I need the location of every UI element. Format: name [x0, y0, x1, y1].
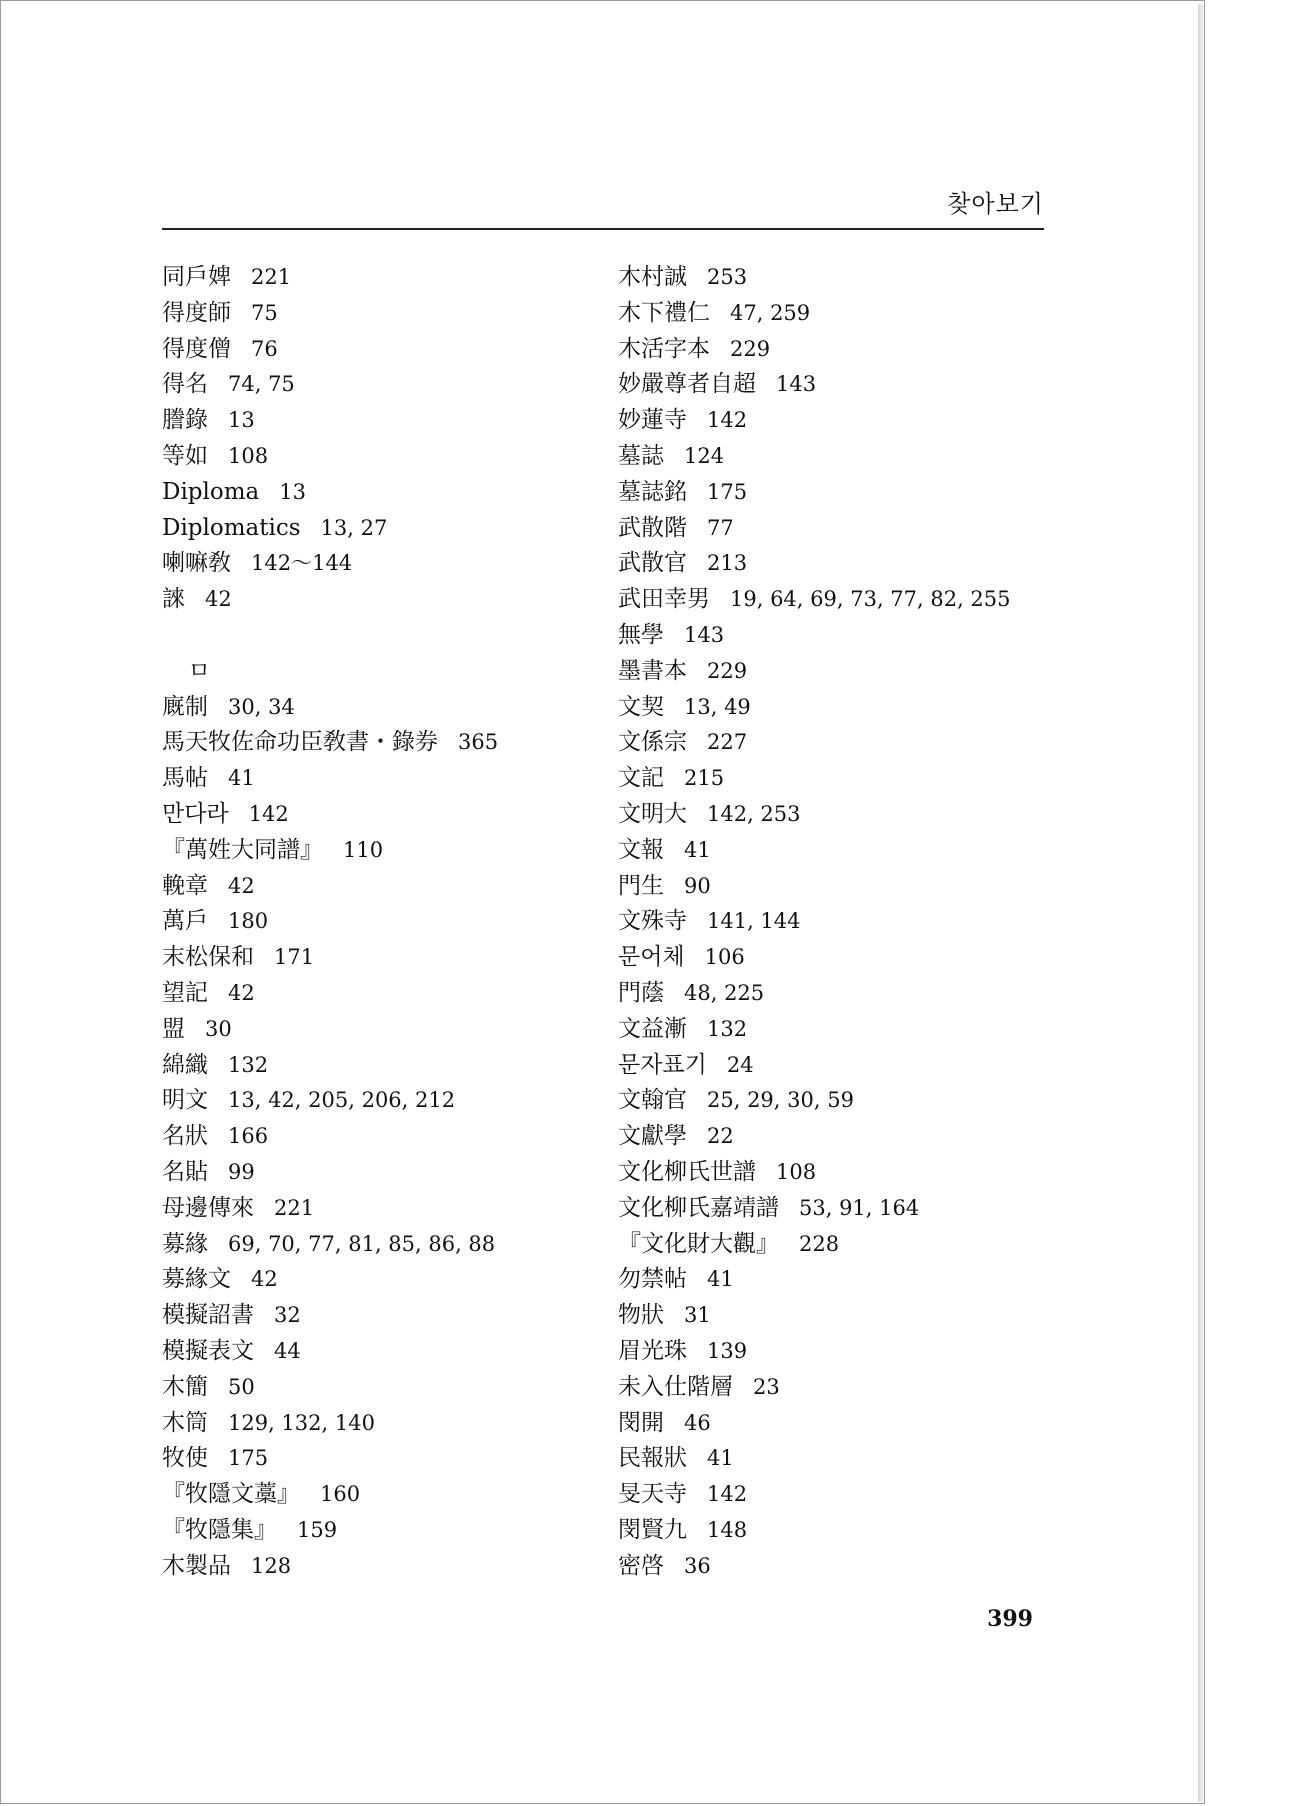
- index-term: 眉光珠: [618, 1337, 687, 1364]
- index-term: 만다라: [162, 800, 229, 827]
- index-term: 無學: [618, 621, 664, 648]
- index-page-refs: 110: [343, 837, 384, 862]
- index-entry: [162, 1370, 498, 1406]
- index-page-refs: 30, 34: [228, 694, 295, 719]
- index-term: 墓誌: [618, 442, 664, 469]
- index-term: 武田幸男: [618, 586, 710, 613]
- index-term: 盟: [162, 1015, 185, 1042]
- index-entry: [162, 1334, 498, 1370]
- index-page-refs: 69, 70, 77, 81, 85, 86, 88: [228, 1231, 496, 1256]
- index-page-refs: 143: [776, 372, 817, 397]
- index-entry: [162, 761, 498, 797]
- index-entry: [618, 1441, 1011, 1477]
- index-term: 馬天牧佐命功臣敎書・錄券: [162, 729, 438, 756]
- index-page-refs: 32: [274, 1303, 301, 1328]
- index-page-refs: 171: [274, 945, 315, 970]
- index-entry: [162, 690, 498, 726]
- index-entry: [162, 725, 498, 761]
- index-page-refs: 128: [251, 1553, 292, 1578]
- index-page-refs: 41: [228, 766, 255, 791]
- index-page-refs: 90: [684, 873, 711, 898]
- index-page-refs: 132: [228, 1052, 269, 1077]
- index-page-refs: 159: [297, 1517, 338, 1542]
- index-entry: [618, 976, 1011, 1012]
- index-term: 武散官: [618, 550, 687, 577]
- index-page-refs: 41: [684, 837, 711, 862]
- index-page-refs: 25, 29, 30, 59: [707, 1088, 854, 1113]
- index-page-refs: 124: [684, 443, 725, 468]
- index-entry: [162, 1298, 498, 1334]
- index-page-refs: 129, 132, 140: [228, 1410, 375, 1435]
- index-page-refs: 229: [730, 336, 771, 361]
- index-entry: [162, 1083, 498, 1119]
- index-entry: [618, 1262, 1011, 1298]
- index-term: 文化柳氏世譜: [618, 1158, 756, 1185]
- index-entry: [162, 582, 498, 618]
- index-page-refs: 142, 253: [707, 801, 801, 826]
- index-entry: [162, 439, 498, 475]
- index-entry: [618, 690, 1011, 726]
- index-term: 墓誌銘: [618, 478, 687, 505]
- index-entry: [618, 1477, 1011, 1513]
- index-entry: [162, 940, 498, 976]
- index-term: 募緣: [162, 1230, 208, 1257]
- running-head: 찾아보기: [947, 190, 1044, 218]
- index-column-left: [162, 260, 498, 1584]
- index-entry: [618, 1119, 1011, 1155]
- index-term: 文益漸: [618, 1015, 687, 1042]
- section-heading: ㅁ: [188, 657, 211, 684]
- index-entry: [162, 1048, 498, 1084]
- index-entry: [162, 904, 498, 940]
- index-term: 木筒: [162, 1409, 208, 1436]
- index-page-refs: 365: [458, 730, 499, 755]
- index-page-refs: 30: [205, 1016, 232, 1041]
- index-term: 妙蓮寺: [618, 407, 687, 434]
- index-term: 喇嘛敎: [162, 550, 231, 577]
- index-term: 得度師: [162, 299, 231, 326]
- index-entry: [162, 1477, 498, 1513]
- index-entry: [162, 296, 498, 332]
- index-page-refs: 13: [228, 408, 255, 433]
- index-entry: [618, 1334, 1011, 1370]
- index-entry: [618, 511, 1011, 547]
- index-entry: [618, 403, 1011, 439]
- index-term: 武散階: [618, 514, 687, 541]
- index-entry: [162, 1262, 498, 1298]
- index-term: 勿禁帖: [618, 1266, 687, 1293]
- index-page-refs: 13: [279, 479, 306, 504]
- index-entry: [618, 475, 1011, 511]
- index-term: 萬戶: [162, 908, 208, 935]
- index-term: 文翰官: [618, 1087, 687, 1114]
- index-entry: [618, 332, 1011, 368]
- index-entry: [162, 546, 498, 582]
- index-term: 『牧隱集』: [162, 1516, 277, 1543]
- index-entry: [618, 904, 1011, 940]
- index-entry: [162, 511, 498, 547]
- index-entry: [162, 1513, 498, 1549]
- index-entry: [618, 654, 1011, 690]
- index-page-refs: 227: [707, 730, 748, 755]
- index-term: 輓章: [162, 872, 208, 899]
- index-entry: [618, 833, 1011, 869]
- index-page-refs: 23: [753, 1374, 780, 1399]
- index-term: 牧使: [162, 1445, 208, 1472]
- index-term: 『文化財大觀』: [618, 1230, 779, 1257]
- index-term: 門蔭: [618, 979, 664, 1006]
- index-term: 馬帖: [162, 765, 208, 792]
- index-page-refs: 42: [205, 587, 232, 612]
- index-term: 未入仕階層: [618, 1373, 733, 1400]
- index-term: 明文: [162, 1087, 208, 1114]
- index-page-refs: 180: [228, 909, 269, 934]
- index-entry: [618, 1012, 1011, 1048]
- index-page-refs: 47, 259: [730, 300, 811, 325]
- index-entry: [162, 367, 498, 403]
- index-term: 物狀: [618, 1302, 664, 1329]
- index-entry: [618, 725, 1011, 761]
- index-page-refs: 24: [726, 1052, 754, 1077]
- index-entry: [162, 1155, 498, 1191]
- index-entry: [618, 1083, 1011, 1119]
- index-entry: [618, 761, 1011, 797]
- index-term: 文報: [618, 836, 664, 863]
- index-entry: [618, 1155, 1011, 1191]
- index-term: 謄錄: [162, 407, 208, 434]
- index-entry: [618, 1191, 1011, 1227]
- index-page-refs: 77: [707, 515, 734, 540]
- index-page-refs: 42: [228, 980, 255, 1005]
- index-term: 文明大: [618, 800, 687, 827]
- index-term: 末松保和: [162, 944, 254, 971]
- index-entry: [618, 1406, 1011, 1442]
- header-rule: [162, 228, 1044, 230]
- index-page-refs: 13, 27: [320, 515, 388, 540]
- index-page-refs: 53, 91, 164: [799, 1195, 920, 1220]
- index-entry: [618, 1048, 1011, 1084]
- index-term: 木製品: [162, 1552, 231, 1579]
- index-term: 文係宗: [618, 729, 687, 756]
- index-term: 墨書本: [618, 657, 687, 684]
- index-page-refs: 99: [228, 1159, 255, 1184]
- index-term: 得度僧: [162, 335, 231, 362]
- index-entry: [162, 260, 498, 296]
- index-term: 木簡: [162, 1373, 208, 1400]
- index-page-refs: 221: [251, 265, 292, 289]
- index-page-refs: 76: [251, 336, 278, 361]
- section-spacer: [162, 618, 498, 654]
- index-entry: [162, 475, 498, 511]
- index-entry: [162, 976, 498, 1012]
- index-page-refs: 46: [684, 1410, 711, 1435]
- index-page-refs: 50: [228, 1374, 255, 1399]
- index-page-refs: 19, 64, 69, 73, 77, 82, 255: [730, 587, 1011, 612]
- index-term: 望記: [162, 979, 208, 1006]
- index-page-refs: 44: [274, 1338, 301, 1363]
- index-term: 模擬詔書: [162, 1302, 254, 1329]
- index-page-refs: 142～144: [251, 551, 353, 576]
- index-term: 文獻學: [618, 1123, 687, 1150]
- index-entry: [162, 1227, 498, 1263]
- index-page-refs: 48, 225: [684, 980, 765, 1005]
- index-term: 閔賢九: [618, 1516, 687, 1543]
- index-page-refs: 175: [228, 1446, 269, 1471]
- index-term: 文契: [618, 693, 664, 720]
- index-term: 木村誠: [618, 264, 687, 290]
- index-entry: [618, 260, 1011, 296]
- index-page-refs: 42: [228, 873, 255, 898]
- index-entry: [162, 1441, 498, 1477]
- index-term: 等如: [162, 442, 208, 469]
- index-term: 民報狀: [618, 1445, 687, 1472]
- index-entry: [618, 940, 1011, 976]
- index-term: 募緣文: [162, 1266, 231, 1293]
- index-term: 文殊寺: [618, 908, 687, 935]
- index-page-refs: 148: [707, 1517, 748, 1542]
- index-term: 木下禮仁: [618, 299, 710, 326]
- index-entry: [618, 296, 1011, 332]
- index-entry: [618, 1513, 1011, 1549]
- index-term: 閔開: [618, 1409, 664, 1436]
- index-term: 模擬表文: [162, 1337, 254, 1364]
- index-term: 得名: [162, 371, 208, 398]
- index-page-refs: 175: [707, 479, 748, 504]
- index-page-refs: 106: [704, 945, 745, 970]
- index-term: 綿織: [162, 1051, 208, 1078]
- page-edge-shadow: [1198, 4, 1204, 1802]
- index-page-refs: 108: [228, 443, 269, 468]
- index-term: 문어체: [618, 944, 685, 971]
- index-entry: [162, 1119, 498, 1155]
- index-page-refs: 166: [228, 1124, 269, 1149]
- index-term: 文化柳氏嘉靖譜: [618, 1194, 779, 1221]
- index-entry: [618, 1227, 1011, 1263]
- index-page-refs: 253: [707, 265, 748, 289]
- index-entry: [618, 439, 1011, 475]
- index-page-refs: 13, 42, 205, 206, 212: [228, 1088, 456, 1113]
- index-page-refs: 221: [274, 1195, 315, 1220]
- index-term: 文記: [618, 765, 664, 792]
- index-entry: [162, 1191, 498, 1227]
- index-term: 妙嚴尊者自超: [618, 371, 756, 398]
- index-entry: [618, 797, 1011, 833]
- index-term: 『牧隱文藁』: [162, 1481, 300, 1508]
- page-number: 399: [987, 1606, 1033, 1632]
- index-page-refs: 142: [707, 1482, 748, 1507]
- index-term: 名狀: [162, 1123, 208, 1150]
- index-entry: [618, 582, 1011, 618]
- index-term: 密啓: [618, 1552, 664, 1579]
- index-entry: [162, 403, 498, 439]
- index-entry: [618, 367, 1011, 403]
- index-term: 同戶婢: [162, 264, 231, 290]
- index-page-refs: 31: [684, 1303, 711, 1328]
- index-page-refs: 41: [707, 1446, 734, 1471]
- index-entry: [618, 546, 1011, 582]
- index-page-refs: 74, 75: [228, 372, 295, 397]
- index-page-refs: 142: [248, 801, 289, 826]
- index-page-refs: 215: [684, 766, 725, 791]
- index-term: 門生: [618, 872, 664, 899]
- index-term: 名貼: [162, 1158, 208, 1185]
- index-entry: [618, 1370, 1011, 1406]
- index-entry: [162, 1406, 498, 1442]
- index-page-refs: 228: [799, 1231, 840, 1256]
- index-entry: [618, 869, 1011, 905]
- index-entry: [162, 797, 498, 833]
- index-page-refs: 213: [707, 551, 748, 576]
- index-entry: [618, 1549, 1011, 1585]
- index-page-refs: 229: [707, 658, 748, 683]
- index-term: Diploma: [162, 478, 260, 505]
- index-term: Diplomatics: [162, 514, 301, 541]
- index-page-refs: 41: [707, 1267, 734, 1292]
- index-term: 廐制: [162, 693, 208, 720]
- index-page-refs: 141, 144: [707, 909, 801, 934]
- index-term: 旻天寺: [618, 1481, 687, 1508]
- index-page-refs: 22: [707, 1124, 734, 1149]
- index-term: 문자표기: [618, 1051, 707, 1078]
- index-page-refs: 42: [251, 1267, 278, 1292]
- index-entry: [618, 618, 1011, 654]
- index-entry: [162, 332, 498, 368]
- index-term: 誺: [162, 586, 185, 613]
- index-page-refs: 13, 49: [684, 694, 751, 719]
- index-entry: [162, 1012, 498, 1048]
- index-page-refs: 139: [707, 1338, 748, 1363]
- index-page-refs: 36: [684, 1553, 711, 1578]
- index-term: 木活字本: [618, 335, 710, 362]
- index-entry: [618, 1298, 1011, 1334]
- index-entry: [162, 833, 498, 869]
- index-term: 母邊傳來: [162, 1194, 254, 1221]
- index-page-refs: 143: [684, 622, 725, 647]
- index-entry: [162, 1549, 498, 1585]
- index-term: 『萬姓大同譜』: [162, 836, 323, 863]
- index-page-refs: 142: [707, 408, 748, 433]
- index-page-refs: 132: [707, 1016, 748, 1041]
- index-entry: [162, 869, 498, 905]
- index-page-refs: 75: [251, 300, 278, 325]
- index-column-right: [618, 260, 1011, 1584]
- index-page-refs: 160: [320, 1482, 361, 1507]
- index-page-refs: 108: [776, 1159, 817, 1184]
